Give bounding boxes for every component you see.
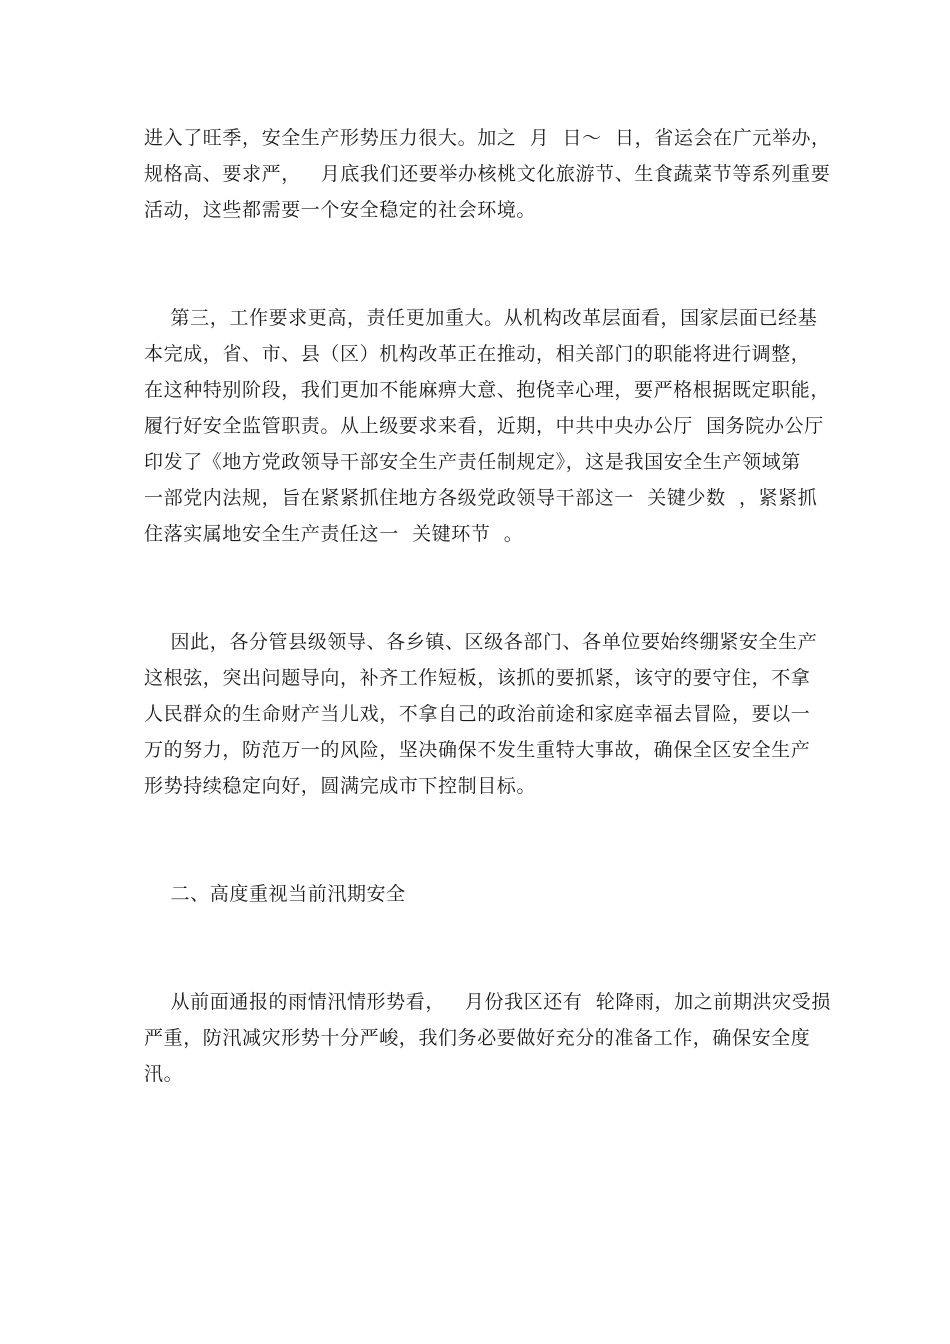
paragraph-3-line-4: 万的努力，防范万一的风险，坚决确保不发生重特大事故，确保全区安全生产 [144, 739, 811, 761]
paragraph-2-line-7: 住落实属地安全生产责任这一 关键环节 。 [144, 523, 524, 545]
paragraph-3-line-5: 形势持续稳定向好，圆满完成市下控制目标。 [144, 775, 537, 797]
section-heading: 二、高度重视当前汛期安全 [144, 883, 406, 905]
paragraph-3-line-1: 因此，各分管县级领导、各乡镇、区级各部门、各单位要始终绷紧安全生产 [144, 631, 818, 653]
paragraph-1-line-1: 进入了旺季，安全生产形势压力很大。加之 月 日～ 日，省运会在广元举办， [144, 127, 831, 149]
paragraph-2-line-2: 本完成，省、市、县（区）机构改革正在推动，相关部门的职能将进行调整， [144, 343, 811, 365]
paragraph-3-line-2: 这根弦，突出问题导向，补齐工作短板，该抓的要抓紧，该守的要守住，不拿 [144, 667, 811, 689]
paragraph-2-line-6: 一部党内法规，旨在紧紧抓住地方各级党政领导干部这一 关键少数 ，紧紧抓 [144, 487, 818, 509]
paragraph-1-line-2: 规格高、要求严， 月底我们还要举办核桃文化旅游节、生食蔬菜节等系列重要 [144, 163, 831, 185]
paragraph-2-line-4: 履行好安全监管职责。从上级要求来看，近期，中共中央办公厅 国务院办公厅 [144, 415, 824, 437]
paragraph-1-line-3: 活动，这些都需要一个安全稳定的社会环境。 [144, 199, 537, 221]
paragraph-5-line-3: 汛。 [144, 1063, 184, 1085]
paragraph-2-line-1: 第三，工作要求更高，责任更加重大。从机构改革层面看，国家层面已经基 [144, 307, 818, 329]
paragraph-5-line-2: 严重，防汛减灾形势十分严峻，我们务必要做好充分的准备工作，确保安全度 [144, 1027, 811, 1049]
paragraph-3-line-3: 人民群众的生命财产当儿戏，不拿自己的政治前途和家庭幸福去冒险，要以一 [144, 703, 811, 725]
paragraph-2-line-3: 在这种特别阶段，我们更加不能麻痹大意、抱侥幸心理，要严格根据既定职能， [144, 379, 831, 401]
paragraph-5-line-1: 从前面通报的雨情汛情形势看， 月份我区还有 轮降雨，加之前期洪灾受损 [144, 991, 831, 1013]
paragraph-2-line-5: 印发了《地方党政领导干部安全生产责任制规定》，这是我国安全生产领域第 [144, 451, 801, 473]
